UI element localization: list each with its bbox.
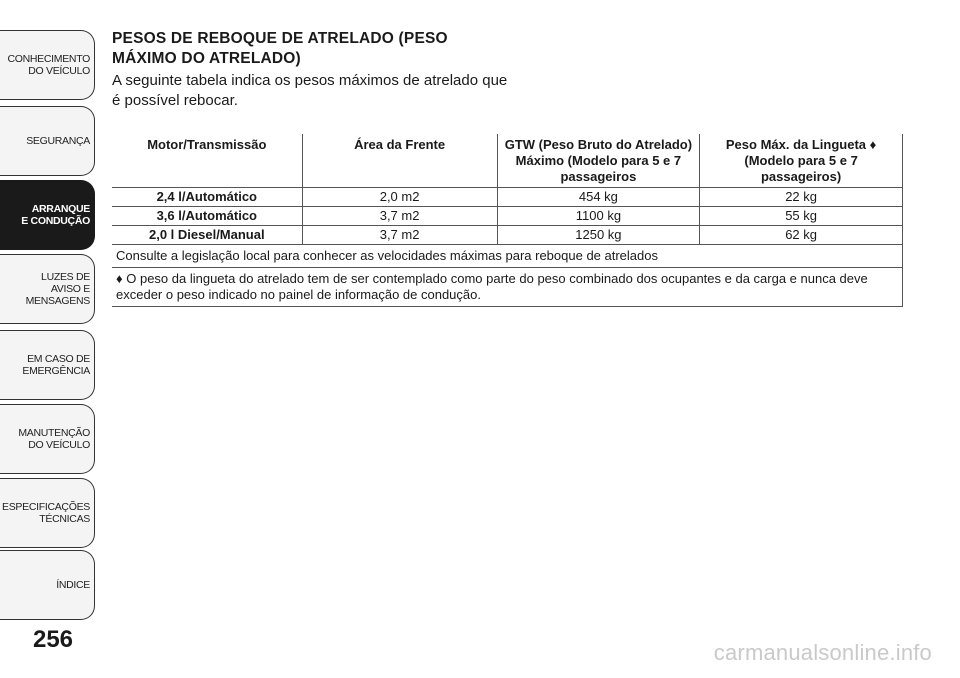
tab-label-line1: ÍNDICE [56,579,90,591]
table-row [112,207,903,226]
cell-area: 3,7 m2 [302,207,497,226]
tab-label-line1: MANUTENÇÃO [18,427,90,439]
tab-label-line1: EM CASO DE [27,353,90,365]
chapter-tabs [0,0,100,678]
cell-area: 2,0 m2 [302,188,497,207]
tab-label-line2: EMERGÊNCIA [22,365,90,377]
tab-label-line1: ARRANQUE [31,203,90,215]
page-number: 256 [32,626,74,653]
cell-tongue: 55 kg [700,207,903,226]
table-note-row [112,268,903,307]
tab-luzes-de-aviso[interactable] [0,254,95,324]
tab-label-line1: LUZES DE [41,271,90,283]
cell-gtw: 454 kg [497,188,700,207]
table-row [112,188,903,207]
header-gtw: GTW (Peso Bruto do Atrelado) Máximo (Modelo para 5 e 7 passageiros [497,134,700,188]
tab-label-line2: DO VEÍCULO [28,65,90,77]
tab-label-line1: CONHECIMENTO [7,53,90,65]
note-tongue-weight: ♦ O peso da lingueta do atrelado tem de ser contemplado como parte do peso combinado dos ocupantes e da carga e nunca deve exceder o peso indicado no painel de informação de condução. [112,268,903,307]
tab-especificacoes-tecnicas[interactable] [0,478,95,548]
cell-motor: 2,0 l Diesel/Manual [112,226,302,245]
table-header-row [112,134,903,188]
cell-gtw: 1100 kg [497,207,700,226]
intro-paragraph: A seguinte tabela indica os pesos máximos de atrelado que é possível rebocar. [112,72,508,109]
cell-tongue: 62 kg [700,226,903,245]
table-note-row [112,245,903,268]
tab-conhecimento-do-veiculo[interactable] [0,30,95,100]
tab-manutencao-do-veiculo[interactable] [0,404,95,474]
cell-gtw: 1250 kg [497,226,700,245]
towing-weights-table [112,134,903,307]
section-heading: PESOS DE REBOQUE DE ATRELADO (PESO MÁXIMO DO ATRELADO) [112,30,448,67]
tab-arranque-e-conducao[interactable] [0,180,95,250]
cell-area: 3,7 m2 [302,226,497,245]
cell-motor: 2,4 l/Automático [112,188,302,207]
note-speed-legislation: Consulte a legislação local para conhecer as velocidades máximas para reboque de atrelados [112,245,903,268]
tab-seguranca[interactable] [0,106,95,176]
cell-motor: 3,6 l/Automático [112,207,302,226]
tab-label-line2: DO VEÍCULO [28,439,90,451]
tab-em-caso-de-emergencia[interactable] [0,330,95,400]
table-row [112,226,903,245]
header-motor: Motor/Transmissão [112,134,302,188]
tab-label-line2: AVISO E [50,283,90,295]
tab-label-line1: ESPECIFICAÇÕES [2,501,90,513]
watermark: carmanualsonline.info [713,640,932,665]
header-tongue-weight: Peso Máx. da Lingueta ♦ (Modelo para 5 e 7 passageiros) [700,134,903,188]
tab-indice[interactable] [0,550,95,620]
cell-tongue: 22 kg [700,188,903,207]
tab-label-line2: TÉCNICAS [39,513,90,525]
tab-label-line1: SEGURANÇA [26,135,90,147]
header-area: Área da Frente [302,134,497,188]
tab-label-line2: E CONDUÇÃO [21,215,90,227]
tab-label-line3: MENSAGENS [25,295,90,307]
